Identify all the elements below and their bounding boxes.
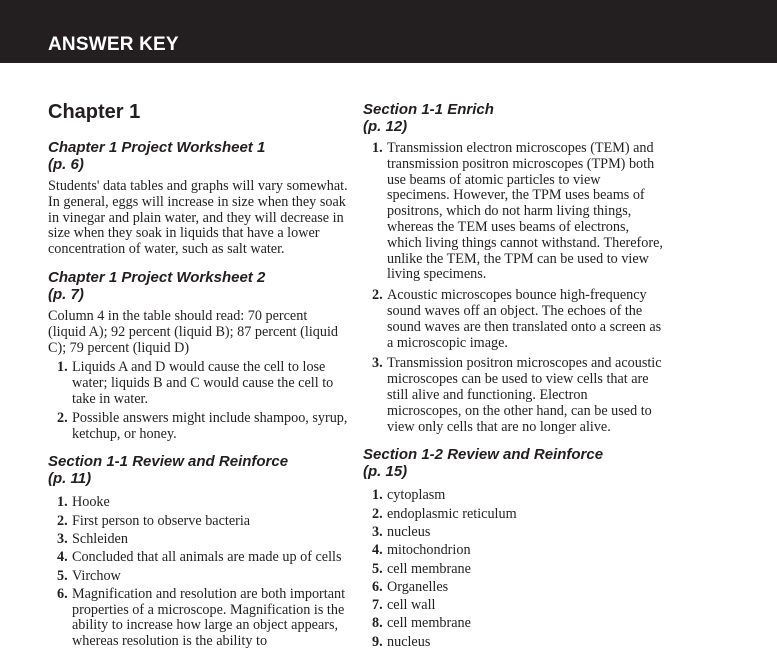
list-item <box>363 507 663 523</box>
item-text: cytoplasm <box>387 487 446 504</box>
worksheet-1-title: Chapter 1 Project Worksheet 1 <box>48 139 266 156</box>
item-text: cell membrane <box>387 615 471 632</box>
list-item <box>48 514 348 530</box>
list-item <box>48 569 348 585</box>
item-number: 2. <box>57 512 68 529</box>
item-text: Organelles <box>387 578 449 595</box>
item-text: Acoustic microscopes bounce high-frequency sound waves off an object. The echoes of the sound waves are then translated onto a screen as a microscopic image. <box>387 287 662 351</box>
enrich-1-1-title: Section 1-1 Enrich <box>363 101 494 118</box>
item-text: Liquids A and D would cause the cell to lose water; liquids B and C would cause the cell to take in water. <box>72 359 334 407</box>
list-item <box>363 635 663 651</box>
answer-key-banner <box>0 0 777 63</box>
list-item <box>363 356 663 435</box>
item-number: 1. <box>57 359 68 376</box>
item-number: 5. <box>57 567 68 584</box>
enrich-1-1-heading <box>363 101 663 135</box>
item-text: First person to observe bacteria <box>72 512 251 529</box>
item-number: 2. <box>372 287 383 304</box>
worksheet-1-heading <box>48 139 348 173</box>
item-text: nucleus <box>387 523 431 540</box>
review-1-2-heading <box>363 446 663 480</box>
list-item <box>363 488 663 504</box>
worksheet-2-title: Chapter 1 Project Worksheet 2 <box>48 268 266 286</box>
item-number: 5. <box>372 560 383 577</box>
item-text: Transmission positron microscopes and acoustic microscopes can be used to view cells that are still alive and functioning. Electron microscopes, on the other hand, can be used to view only cells that are no longer alive. <box>387 355 662 435</box>
right-column <box>363 101 663 662</box>
list-item <box>363 580 663 596</box>
item-number: 1. <box>57 494 68 511</box>
item-number: 3. <box>372 355 383 372</box>
list-item <box>363 288 663 351</box>
item-number: 2. <box>57 409 68 426</box>
item-text: Possible answers might include shampoo, syrup, ketchup, or honey. <box>72 409 348 442</box>
item-text: Magnification and resolution are both important properties of a microscope. Magnification is the ability to increase how large an object appears, whereas resolution is the ability to <box>72 585 346 650</box>
item-number: 4. <box>372 542 383 559</box>
list-item <box>363 543 663 559</box>
item-text: Virchow <box>72 567 121 584</box>
item-number: 9. <box>372 633 383 650</box>
review-1-1-page: (p. 11) <box>48 470 92 488</box>
list-item <box>48 532 348 548</box>
item-text: Concluded that all animals are made up of cells <box>72 549 342 566</box>
item-number: 2. <box>372 505 383 522</box>
chapter-title: Chapter 1 <box>48 101 141 123</box>
left-column <box>48 100 348 661</box>
worksheet-2-body: Column 4 in the table should read: 70 percent (liquid A); 92 percent (liquid B); 87 percent (liquid C); 79 percent (liquid D) <box>48 307 338 356</box>
worksheet-2-page: (p. 7) <box>48 285 84 303</box>
item-number: 3. <box>372 523 383 540</box>
banner-title: ANSWER KEY <box>48 34 179 55</box>
review-1-1-list <box>48 495 348 650</box>
item-number: 1. <box>372 140 383 156</box>
list-item <box>363 562 663 578</box>
item-number: 6. <box>372 578 383 595</box>
review-1-2-title: Section 1-2 Review and Reinforce <box>363 446 604 464</box>
list-item <box>48 550 348 566</box>
list-item <box>48 587 348 650</box>
item-number: 6. <box>57 585 68 602</box>
review-1-1-heading <box>48 453 348 487</box>
list-item <box>363 598 663 614</box>
review-1-2-page: (p. 15) <box>363 463 408 481</box>
item-number: 8. <box>372 615 383 632</box>
review-1-2-list <box>363 488 663 650</box>
list-item <box>48 495 348 511</box>
item-number: 1. <box>372 487 383 504</box>
item-number: 3. <box>57 530 68 547</box>
list-item <box>363 525 663 541</box>
worksheet-2-heading <box>48 269 348 303</box>
worksheet-2-list <box>48 360 348 442</box>
item-text: nucleus <box>387 633 431 650</box>
item-text: cell wall <box>387 597 436 614</box>
worksheet-1-page: (p. 6) <box>48 156 84 173</box>
item-text: endoplasmic reticulum <box>387 505 517 522</box>
enrich-1-1-page: (p. 12) <box>363 118 408 135</box>
item-text: Schleiden <box>72 530 128 547</box>
list-item <box>363 141 663 283</box>
item-text: mitochondrion <box>387 542 471 559</box>
item-number: 7. <box>372 597 383 614</box>
item-text: Transmission electron microscopes (TEM) and transmission positron microscopes (TPM) both use beams of atomic particles to view specimens. However, the TPM uses beams of positrons, which do not harm living things, whereas the TEM uses beams of electrons, which living things cannot withstand. Therefore, unlike the TEM, the TPM can be used to view living specimens. <box>387 140 663 283</box>
list-item <box>48 411 348 443</box>
item-text: cell membrane <box>387 560 471 577</box>
item-text: Hooke <box>72 494 110 511</box>
item-number: 4. <box>57 549 68 566</box>
worksheet-1-body: Students' data tables and graphs will vary somewhat. In general, eggs will increase in size when they soak in vinegar and plain water, and they will decrease in size when they soak in liquids that have a lower concentration of water, such as salt water. <box>48 178 348 258</box>
enrich-1-1-list <box>363 141 663 435</box>
review-1-1-title: Section 1-1 Review and Reinforce <box>48 453 289 471</box>
list-item <box>48 360 348 407</box>
